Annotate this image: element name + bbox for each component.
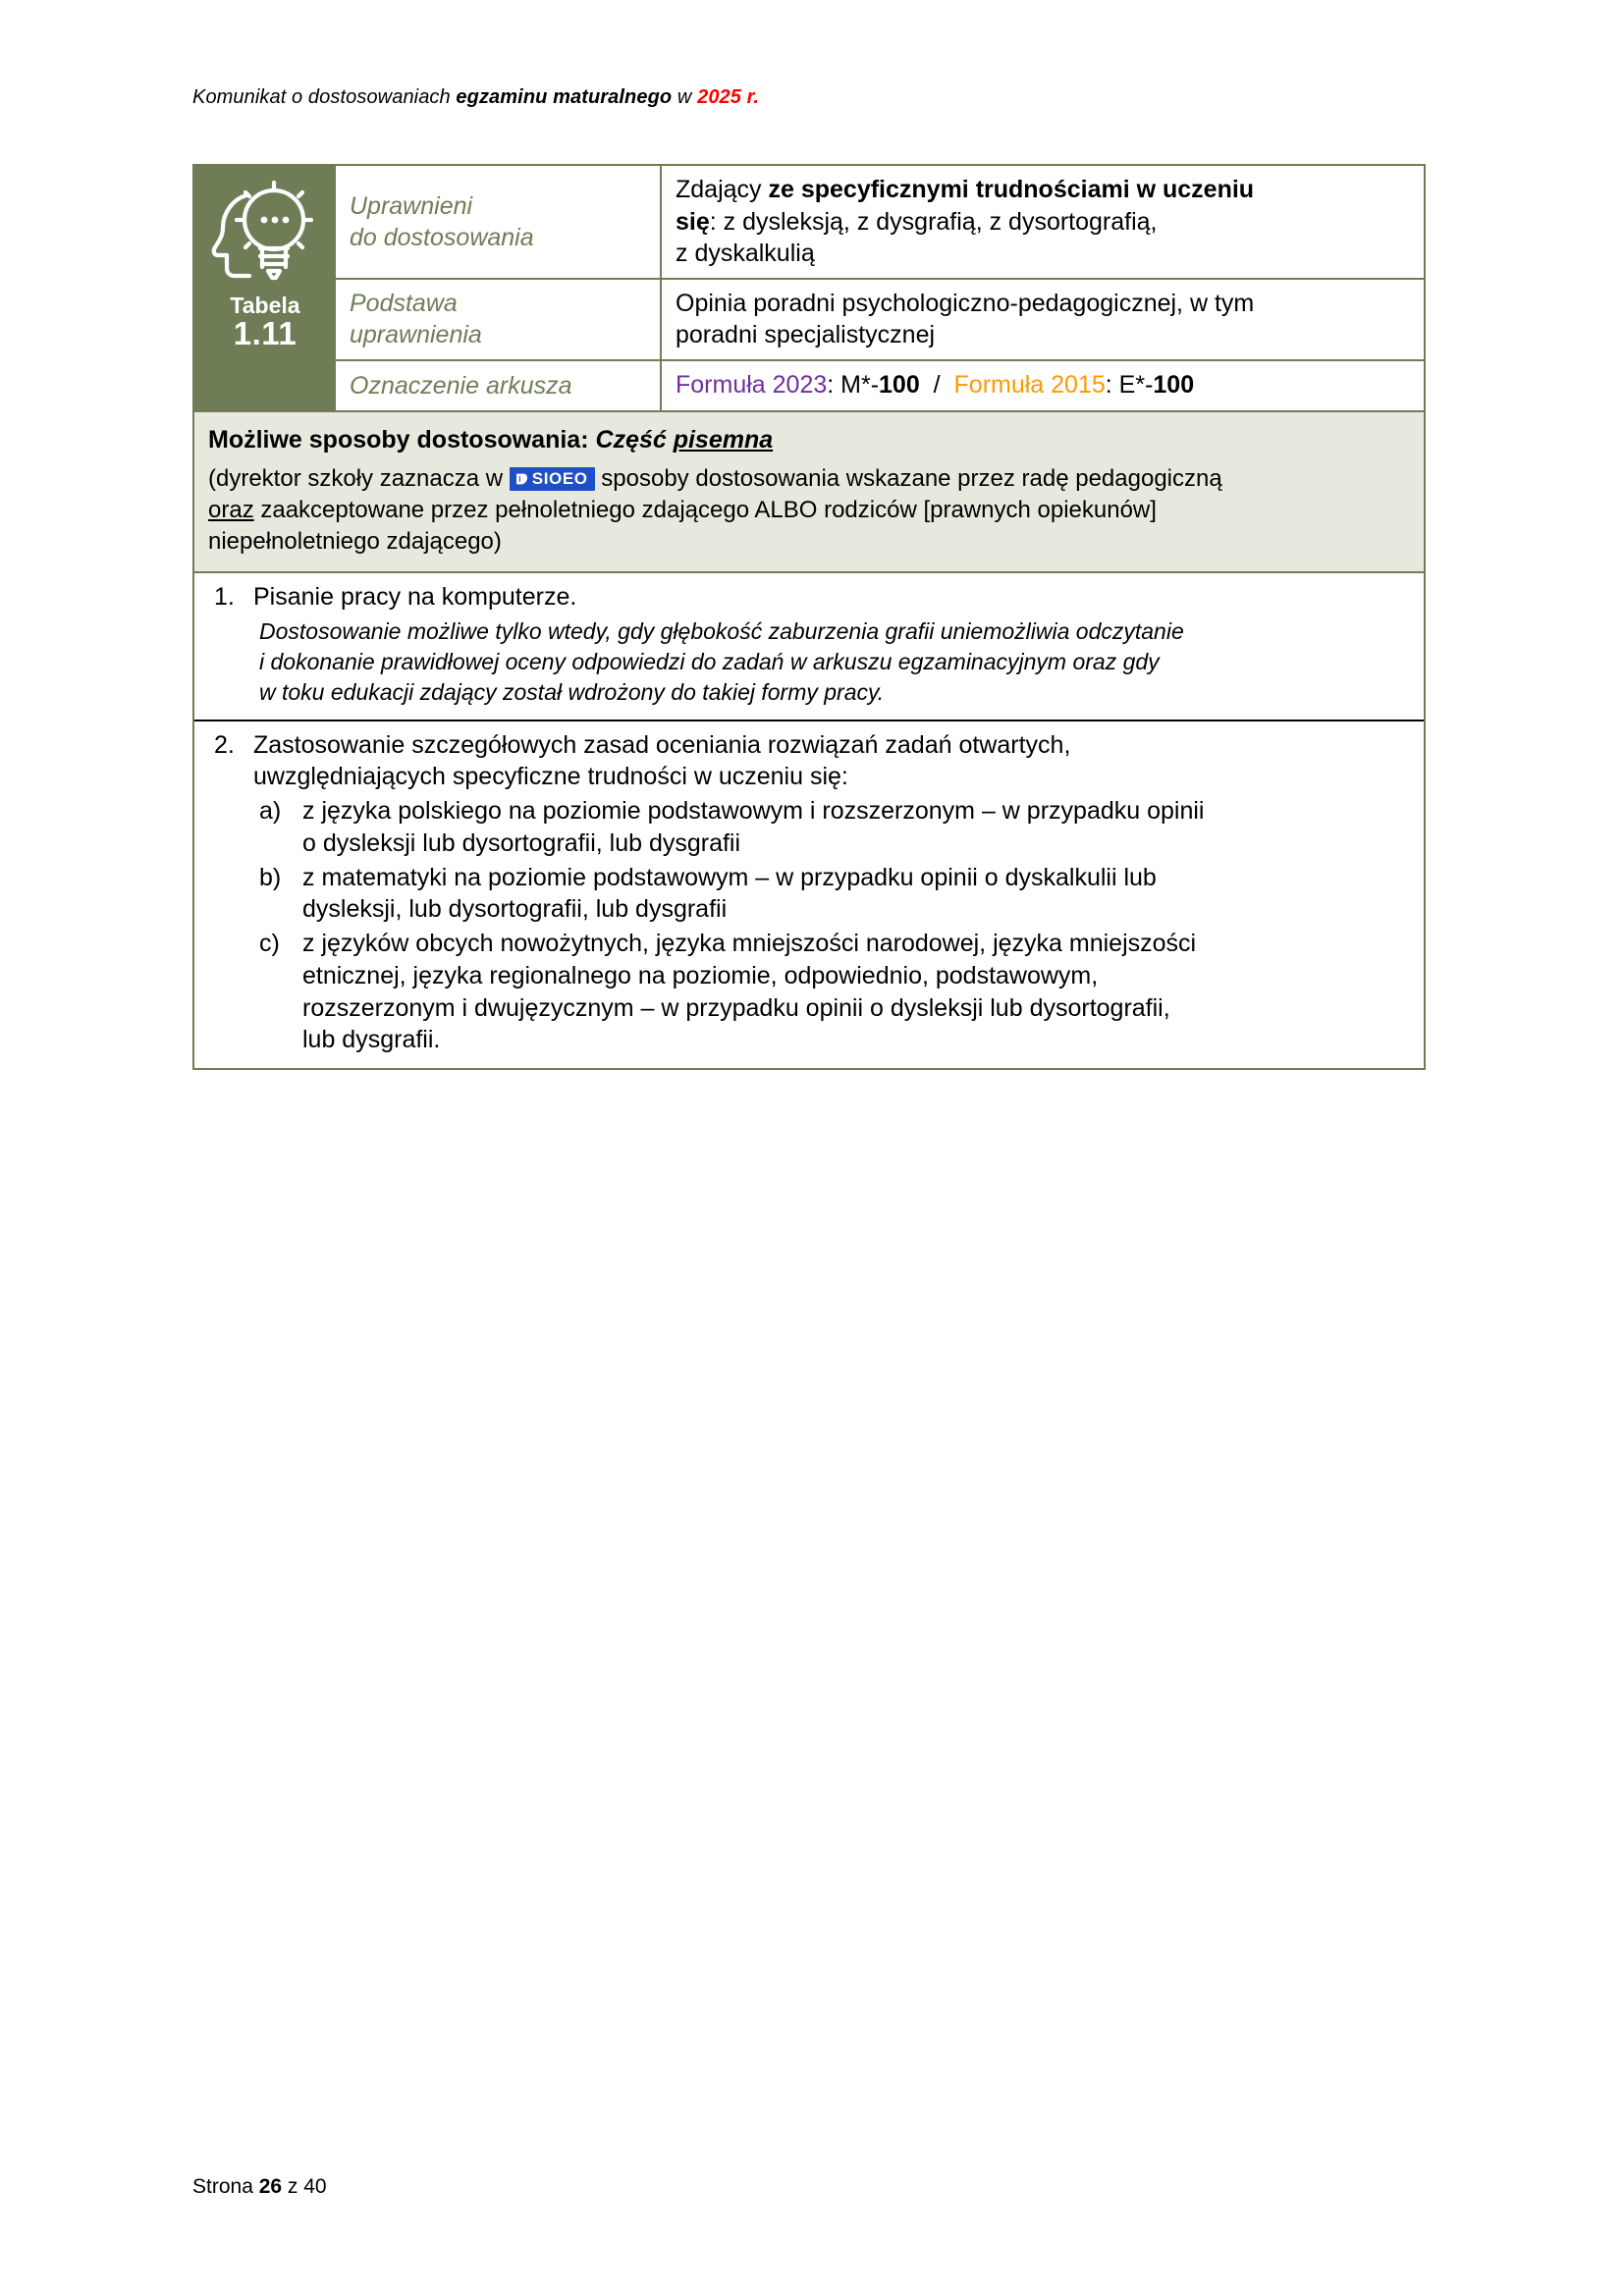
banner-title-prefix: Możliwe sposoby dostosowania: bbox=[208, 425, 596, 454]
footer-prefix: Strona bbox=[192, 2175, 259, 2198]
row-label-podstawa bbox=[336, 280, 662, 359]
sioeo-shield-icon bbox=[514, 472, 529, 486]
label-line-1: Podstawa bbox=[350, 290, 458, 317]
item-1-note bbox=[259, 616, 1408, 707]
sioeo-badge[interactable] bbox=[510, 467, 595, 491]
item-1-main bbox=[208, 581, 1408, 614]
item-1-marker: 1. bbox=[214, 583, 235, 612]
banner-body-part-3: oraz bbox=[208, 497, 254, 524]
row-label-uprawnieni bbox=[336, 166, 662, 278]
item-2-line-1: Zastosowanie szczegółowych zasad oceniania rozwiązań zadań otwartych, bbox=[253, 730, 1071, 759]
banner-title-italic-underline: pisemna bbox=[673, 425, 774, 454]
note-line-1: Dostosowanie możliwe tylko wtedy, gdy głębokość zaburzenia grafii uniemożliwia odczytanie bbox=[259, 618, 1184, 645]
header-year: 2025 r. bbox=[697, 86, 760, 108]
head-lightbulb-icon bbox=[203, 174, 327, 292]
table-row bbox=[336, 166, 1424, 280]
table-label: Tabela bbox=[230, 293, 300, 318]
label-line-2: do dostosowania bbox=[350, 223, 534, 251]
formula-2015-colon: : E*- bbox=[1105, 371, 1154, 400]
value-bold-2: się bbox=[676, 207, 710, 236]
value-line-2 bbox=[676, 206, 1412, 239]
header-bold: egzaminu maturalnego bbox=[456, 86, 673, 108]
item-2-text bbox=[253, 729, 1408, 794]
sub-item-c-marker: c) bbox=[259, 930, 280, 958]
sub-item-b-marker: b) bbox=[259, 863, 282, 891]
sub-item-b-text bbox=[302, 862, 1408, 927]
formula-separator: / bbox=[933, 371, 941, 400]
row-value-podstawa bbox=[662, 280, 1424, 359]
banner-body-part-5: niepełnoletniego zdającego) bbox=[208, 528, 502, 556]
table-sidebar bbox=[194, 166, 336, 410]
sub-item-a-text bbox=[302, 795, 1408, 860]
value-line-1 bbox=[676, 174, 1412, 206]
formula-2023-code: 100 bbox=[879, 371, 920, 400]
table-top-block bbox=[194, 166, 1424, 410]
value-rest: : z dysleksją, z dysgrafią, z dysortografią, bbox=[709, 207, 1158, 236]
banner-body-part-2: sposoby dostosowania wskazane przez radę pedagogiczną bbox=[594, 465, 1222, 492]
banner-title bbox=[208, 424, 1408, 456]
sub-item-a bbox=[259, 795, 1408, 860]
sub-item-b bbox=[259, 862, 1408, 927]
list-item bbox=[194, 573, 1424, 721]
adjustment-methods-banner bbox=[194, 410, 1424, 574]
footer-suffix: z 40 bbox=[282, 2175, 327, 2198]
row-label-oznaczenie bbox=[336, 361, 662, 410]
value-line-1: Opinia poradni psychologiczno-pedagogicznej, w tym bbox=[676, 289, 1255, 317]
table-row bbox=[336, 280, 1424, 361]
sub-item-c bbox=[259, 928, 1408, 1056]
row-value-uprawnieni bbox=[662, 166, 1424, 278]
sub-c-line-2: etnicznej, języka regionalnego na poziomie, odpowiednio, podstawowym, bbox=[302, 961, 1099, 989]
sub-c-line-3: rozszerzonym i dwujęzycznym – w przypadku opinii o dysleksji lub dysortografii, bbox=[302, 993, 1170, 1022]
value-bold-1: ze specyficznymi trudnościami w uczeniu bbox=[768, 176, 1255, 203]
item-1-text: Pisanie pracy na komputerze. bbox=[253, 583, 577, 612]
sub-a-line-1: z języka polskiego na poziomie podstawowym i rozszerzonym – w przypadku opinii bbox=[302, 797, 1205, 826]
formula-2023-colon: : M*- bbox=[827, 371, 880, 400]
item-2-main bbox=[208, 729, 1408, 794]
value-prefix: Zdający bbox=[676, 176, 769, 203]
header-middle: w bbox=[672, 86, 698, 108]
page-footer bbox=[192, 2175, 327, 2199]
label-line-1: Oznaczenie arkusza bbox=[350, 371, 572, 400]
banner-body-part-1: (dyrektor szkoły zaznacza w bbox=[208, 465, 510, 492]
banner-title-italic: Część bbox=[595, 425, 674, 454]
sub-c-line-4: lub dysgrafii. bbox=[302, 1026, 441, 1054]
table-row bbox=[336, 361, 1424, 410]
value-line-3: z dyskalkulią bbox=[676, 240, 815, 267]
formula-2023-label: Formuła 2023 bbox=[676, 371, 828, 400]
label-line-2: uprawnienia bbox=[350, 321, 482, 348]
banner-body-part-4: zaakceptowane przez pełnoletniego zdającego ALBO rodziców [prawnych opiekunów] bbox=[253, 497, 1157, 524]
sub-a-line-2: o dysleksji lub dysortografii, lub dysgrafii bbox=[302, 828, 741, 857]
table-rows bbox=[336, 166, 1424, 410]
sub-item-c-text bbox=[302, 928, 1408, 1056]
document-running-header bbox=[192, 86, 759, 109]
banner-body bbox=[208, 463, 1408, 558]
formula-2015-label: Formuła 2015 bbox=[953, 371, 1106, 400]
sioeo-badge-label: SIOEO bbox=[531, 469, 588, 488]
sub-b-line-1: z matematyki na poziomie podstawowym – w przypadku opinii o dyskalkulii lub bbox=[302, 863, 1157, 891]
adjustment-table bbox=[192, 164, 1426, 1070]
sub-b-line-2: dysleksji, lub dysortografii, lub dysgrafii bbox=[302, 895, 728, 924]
item-2-line-2: uwzględniających specyficzne trudności w uczeniu się: bbox=[253, 763, 848, 791]
value-line-2: poradni specjalistycznej bbox=[676, 321, 936, 348]
list-item bbox=[194, 721, 1424, 1069]
label-line-1: Uprawnieni bbox=[350, 191, 473, 220]
formula-line bbox=[676, 369, 1412, 401]
header-prefix: Komunikat o dostosowaniach bbox=[192, 86, 457, 108]
footer-page-number: 26 bbox=[258, 2175, 283, 2198]
note-line-2: i dokonanie prawidłowej oceny odpowiedzi do zadań w arkuszu egzaminacyjnym oraz gdy bbox=[259, 649, 1160, 675]
sub-c-line-1: z języków obcych nowożytnych, języka mniejszości narodowej, języka mniejszości bbox=[302, 930, 1197, 958]
item-2-marker: 2. bbox=[214, 730, 235, 759]
table-number: 1.11 bbox=[233, 315, 298, 352]
sub-item-a-marker: a) bbox=[259, 797, 282, 826]
row-value-oznaczenie bbox=[662, 361, 1424, 410]
formula-2015-code: 100 bbox=[1153, 371, 1195, 400]
note-line-3: w toku edukacji zdający został wdrożony do takiej formy pracy. bbox=[259, 678, 885, 705]
